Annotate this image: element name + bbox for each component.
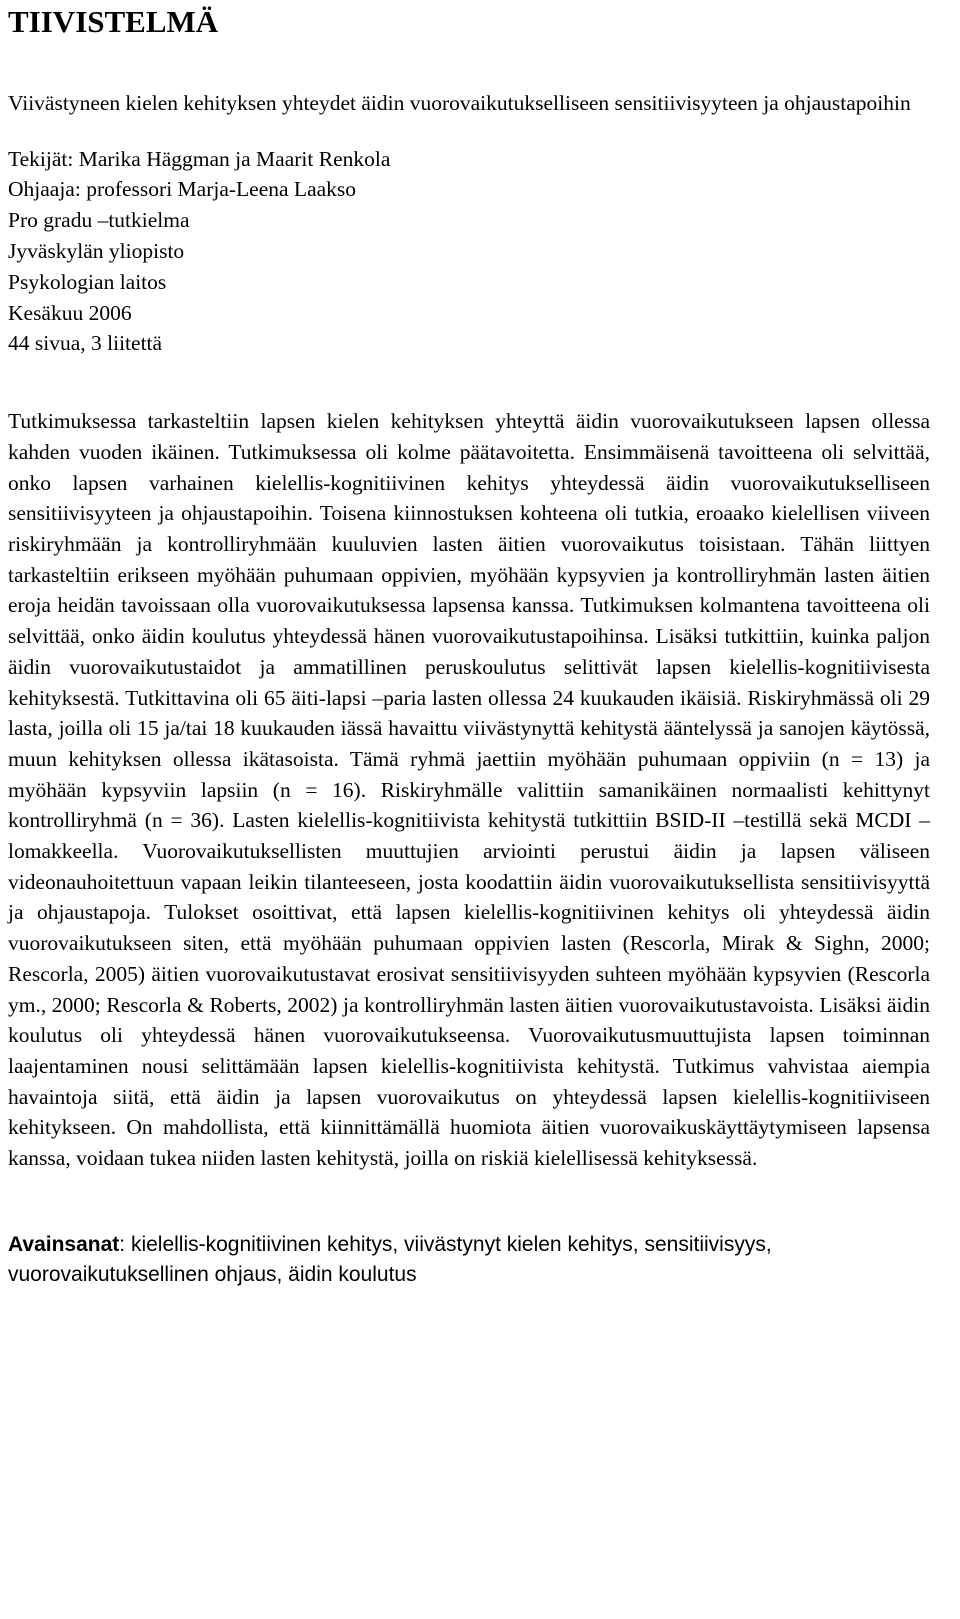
- department-line: Psykologian laitos: [8, 269, 167, 294]
- date-line: Kesäkuu 2006: [8, 300, 132, 325]
- thesis-title: Viivästyneen kielen kehityksen yhteydet äidin vuorovaikutukselliseen sensitiivisyyteen ja ohjaustapoihin: [8, 91, 911, 115]
- keywords-text: kielellis-kognitiivinen kehitys, viivästynyt kielen kehitys, sensitiivisyys, vuorovaikutuksellinen ohjaus, äidin koulutus: [8, 1232, 772, 1286]
- keywords-separator: :: [119, 1232, 131, 1256]
- authors-line: Tekijät: Marika Häggman ja Maarit Renkola: [8, 146, 391, 171]
- abstract-paragraph: Tutkimuksessa tarkasteltiin lapsen kielen kehityksen yhteyttä äidin vuorovaikutukseen lapsen ollessa kahden vuoden ikäinen. Tutkimuksessa oli kolme päätavoitetta. Ensimmäisenä tavoitteena oli selvittää, onko lapsen varhainen kielellis-kognitiivinen kehitys yhteydessä äidin vuorovaikutukselliseen sensitiivisyyteen ja ohjaustapoihin. Toisena kiinnostuksen kohteena oli tutkia, eroaako kielellisen viiveen riskiryhmään ja kontrolliryhmään kuuluvien lasten äitien vuorovaikutus toisistaan. Tähän liittyen tarkasteltiin erikseen myöhään puhumaan oppivien, myöhään kypsyvien ja kontrolliryhmän lasten äitien eroja heidän tavoissaan olla vuorovaikutuksessa lapsensa kanssa. Tutkimuksen kolmantena tavoitteena oli selvittää, onko äidin koulutus yhteydessä hänen vuorovaikutustapoihinsa. Lisäksi tutkittiin, kuinka paljon äidin vuorovaikutustaidot ja ammatillinen peruskoulutus selittivät lapsen kielellis-kognitiivisesta kehityksestä. Tutkittavina oli 65 äiti-lapsi –paria lasten ollessa 24 kuukauden ikäisiä. Riskiryhmässä oli 29 lasta, joilla oli 15 ja/tai 18 kuukauden iässä havaittu viivästynyttä kehitystä ääntelyssä ja sanojen käytössä, muun kehityksen ollessa ikätasoista. Tämä ryhmä jaettiin myöhään puhumaan oppiviin (n = 13) ja myöhään kypsyviin lapsiin (n = 16). Riskiryhmälle valittiin samanikäinen normaalisti kehittynyt kontrolliryhmä (n = 36). Lasten kielellis-kognitiivista kehitystä tutkittiin BSID-II –testillä sekä MCDI –lomakkeella. Vuorovaikutuksellisten muuttujien arviointi perustui äidin ja lapsen väliseen videonauhoitettuun vapaan leikin tilanteeseen, josta koodattiin äidin vuorovaikutuksellista sensitiivisyyttä ja ohjaustapoja. Tulokset osoittivat, että lapsen kielellis-kognitiivinen kehitys oli yhteydessä äidin vuorovaikutukseen siten, että myöhään puhumaan oppivien lasten (Rescorla, Mirak & Sighn, 2000; Rescorla, 2005) äitien vuorovaikutustavat erosivat sensitiivisyyden suhteen myöhään kypsyvien (Rescorla ym., 2000; Rescorla & Roberts, 2002) ja kontrolliryhmän lasten äitien vuorovaikutustavoista. Lisäksi äidin koulutus oli yhteydessä hänen vuorovaikutukseensa. Vuorovaikutusmuuttujista lapsen toiminnan laajentaminen nousi selittämään lapsen kielellis-kognitiivista kehitystä. Tutkimus vahvistaa aiempia havaintoja siitä, että äidin ja lapsen vuorovaikutus on yhteydessä lapsen kielellis-kognitiiviseen kehitykseen. On mahdollista, että kiinnittämällä huomiota äitien vuorovaikuskäyttäytymiseen lapsensa kanssa, voidaan tukea niiden lasten kehitystä, joilla on riskiä kielellisessä kehityksessä.: [8, 409, 930, 1171]
- university-line: Jyväskylän yliopisto: [8, 238, 185, 263]
- pages-line: 44 sivua, 3 liitettä: [8, 331, 163, 356]
- page-heading: TIIVISTELMÄ: [8, 4, 219, 39]
- supervisor-line: Ohjaaja: professori Marja-Leena Laakso: [8, 177, 357, 202]
- thesis-metadata: [8, 144, 930, 360]
- thesis-type-line: Pro gradu –tutkielma: [8, 208, 190, 233]
- keywords-line: [8, 1230, 930, 1290]
- keywords-label: Avainsanat: [8, 1232, 120, 1256]
